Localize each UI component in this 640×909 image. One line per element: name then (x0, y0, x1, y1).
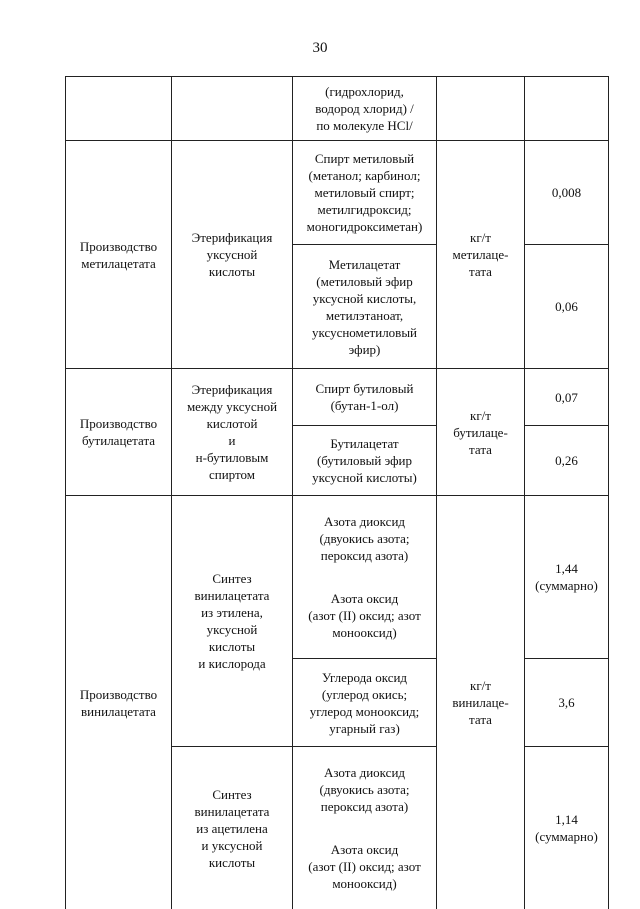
nitrogen-dioxide-text: Азота диоксид (двуокись азота; пероксид азота) (295, 764, 434, 815)
process-methyl-cell: Этерификация уксусной кислоты (172, 141, 293, 369)
value-cell: 3,6 (525, 659, 609, 747)
nitrogen-oxide-text: Азота оксид (азот (II) оксид; азот монооксид) (295, 841, 434, 892)
production-methyl-cell: Производство метилацетата (66, 141, 172, 369)
unit-vinyl-cell: кг/т винилаце- тата (437, 496, 525, 909)
value-cell: 0,06 (525, 245, 609, 369)
unit-methyl-cell: кг/т метилаце- тата (437, 141, 525, 369)
page-number: 30 (0, 40, 640, 57)
nitrogen-dioxide-text: Азота диоксид (двуокись азота; пероксид азота) (295, 513, 434, 564)
substance-cell: Бутилацетат (бутиловый эфир уксусной кислоты) (293, 426, 437, 496)
substance-cell: Спирт бутиловый (бутан-1-ол) (293, 369, 437, 426)
process-vinyl-ethylene-cell: Синтез винилацетата из этилена, уксусной кислоты и кислорода (172, 496, 293, 747)
substance-cell: (гидрохлорид, водород хлорид) / по молекуле HCl/ (293, 77, 437, 141)
value-cell: 0,07 (525, 369, 609, 426)
nitrogen-oxide-text: Азота оксид (азот (II) оксид; азот монооксид) (295, 590, 434, 641)
substance-cell: Углерода оксид (углерод окись; углерод монооксид; угарный газ) (293, 659, 437, 747)
table-row (66, 141, 609, 245)
emissions-table (65, 76, 609, 909)
production-cell (66, 77, 172, 141)
production-butyl-cell: Производство бутилацетата (66, 369, 172, 496)
process-vinyl-acetylene-cell: Синтез винилацетата из ацетилена и уксусной кислоты (172, 747, 293, 909)
substance-cell (293, 747, 437, 909)
value-cell (525, 77, 609, 141)
table-row (66, 369, 609, 426)
production-vinyl-cell: Производство винилацетата (66, 496, 172, 909)
substance-cell: Метилацетат (метиловый эфир уксусной кислоты, метилэтаноат, уксуснометиловый эфир) (293, 245, 437, 369)
value-cell: 1,14 (суммарно) (525, 747, 609, 909)
table-row (66, 77, 609, 141)
value-cell: 0,008 (525, 141, 609, 245)
value-cell: 0,26 (525, 426, 609, 496)
process-butyl-cell: Этерификация между уксусной кислотой и н-бутиловым спиртом (172, 369, 293, 496)
table-row (66, 496, 609, 659)
value-cell: 1,44 (суммарно) (525, 496, 609, 659)
unit-cell (437, 77, 525, 141)
substance-cell: Спирт метиловый (метанол; карбинол; метиловый спирт; метилгидроксид; моногидроксиметан) (293, 141, 437, 245)
substance-cell (293, 496, 437, 659)
process-cell (172, 77, 293, 141)
unit-butyl-cell: кг/т бутилаце- тата (437, 369, 525, 496)
